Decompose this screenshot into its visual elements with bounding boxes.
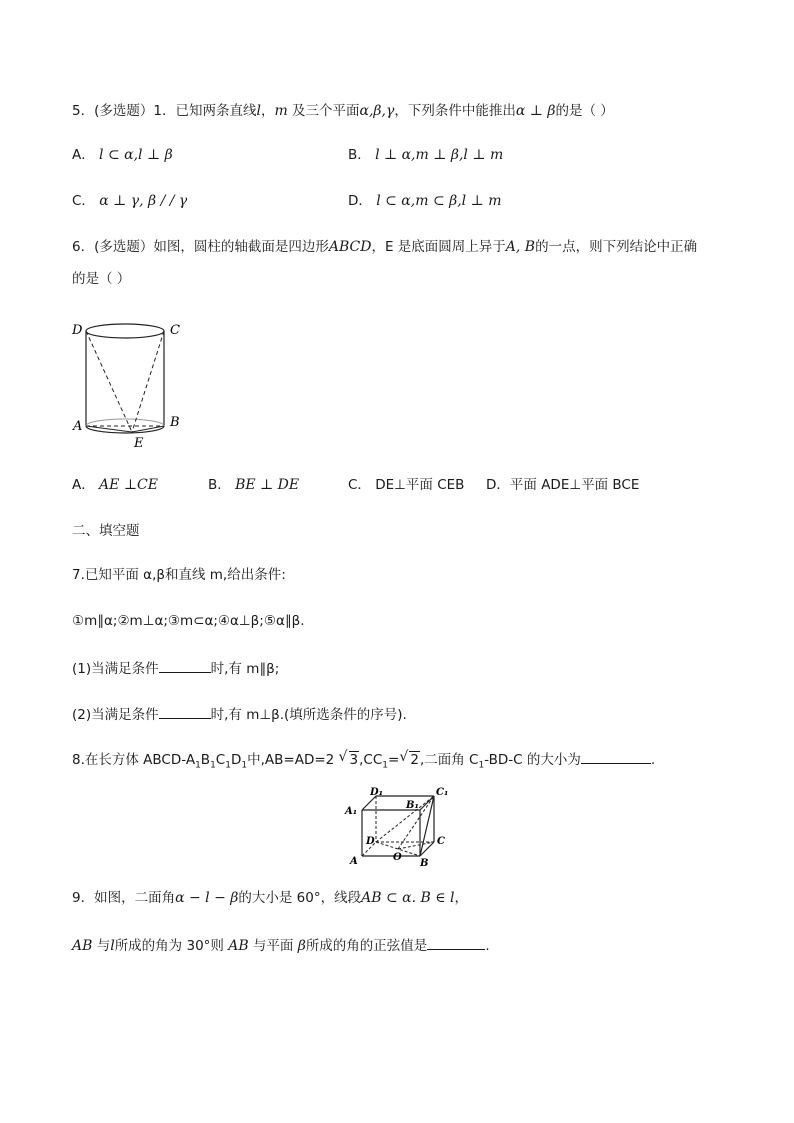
q8-f: ,CC: [359, 752, 383, 768]
segment-de: [86, 331, 132, 432]
q5-mid: 及三个平面: [287, 103, 360, 119]
q9-line1c: ，: [454, 890, 469, 906]
label-c1: C₁: [436, 787, 449, 798]
label-c: C: [170, 323, 180, 338]
q5-planes: α,β,γ: [359, 103, 395, 119]
q6-option-c-expr: DE⊥平面 CEB: [375, 477, 465, 493]
q9-line2d: 所成的角为 30°则: [114, 938, 224, 954]
label-cuboid-d: D: [366, 836, 375, 847]
q9-line2h: 所成的角的正弦值是: [305, 938, 428, 954]
q9-segment: AB ⊂ α. B ∈ l: [361, 890, 455, 906]
q5-option-a-label: A．: [72, 147, 95, 163]
q6-ab: A, B: [505, 239, 536, 255]
diagonal-bc1: [420, 796, 434, 856]
q6-stem-line2: 的是（ ）: [72, 271, 131, 287]
q7-line2: ①m∥α;②m⊥α;③m⊂α;④α⊥β;⑤α∥β.: [72, 613, 305, 629]
q7-line4b: 时,有 m⊥β.(填所选条件的序号).: [210, 707, 407, 723]
label-d1: D₁: [370, 787, 384, 798]
cylinder-figure: [70, 316, 200, 454]
q8-s5: 1: [382, 760, 389, 771]
q6-option-d-label: D．: [486, 477, 510, 493]
q5-mid2: ，下列条件中能推出: [394, 103, 516, 119]
answer-blank-1[interactable]: [159, 658, 211, 673]
q8-stem: [72, 749, 655, 775]
q5-option-c: [72, 192, 187, 210]
answer-blank-2[interactable]: [159, 704, 211, 719]
q6-stem-line1: [72, 238, 697, 256]
q5-l: l: [256, 103, 261, 119]
segment-ce: [132, 331, 164, 432]
q5-prefix: 5．(多选题）1．已知两条直线: [72, 103, 257, 119]
q5-option-c-expr: α ⊥ γ, β / / γ: [99, 193, 188, 209]
q7-line3: [72, 658, 279, 678]
q9-line2f: 与平面: [252, 938, 294, 954]
q8-s1: 1: [195, 760, 201, 771]
q6-option-b-label: B．: [208, 477, 231, 493]
q6-option-d: [486, 476, 639, 494]
q8-e: 中,AB=AD=2: [247, 752, 335, 768]
q9-line2: [72, 935, 490, 955]
q5-conclusion: α ⊥ β: [515, 103, 556, 119]
q9-line2b: 与: [96, 938, 111, 954]
q8-s2: 1: [210, 760, 216, 771]
q7-line3b: 时,有 m∥β;: [210, 661, 280, 677]
label-d: D: [72, 323, 83, 338]
cylinder-top-ellipse: [86, 324, 164, 338]
q6-option-c-label: C．: [348, 477, 371, 493]
q8-g: =: [388, 752, 400, 768]
q8-s3: 1: [225, 760, 231, 771]
q9-line2i: .: [485, 938, 490, 954]
label-cuboid-a: A: [350, 856, 358, 867]
q5-option-b-label: B．: [348, 147, 371, 163]
q9-ab-2: AB: [228, 938, 249, 954]
label-b1: B₁: [406, 800, 419, 811]
q8-j: .: [650, 752, 656, 768]
q8-r2: 2: [410, 752, 419, 768]
q5-option-d-label: D．: [348, 193, 372, 209]
q7-line1: 7.已知平面 α,β和直线 m,给出条件:: [72, 567, 286, 583]
q8-s4: 1: [241, 760, 248, 771]
q6-option-a: [72, 476, 158, 494]
q8-s6: 1: [478, 760, 485, 771]
label-a: A: [73, 419, 83, 434]
q6-option-d-expr: 平面 ADE⊥平面 BCE: [509, 477, 640, 493]
label-cuboid-c: C: [437, 836, 445, 847]
label-o: O: [393, 852, 402, 863]
q7-line4a: (2)当满足条件: [72, 707, 159, 723]
q8-a: 8.在长方体 ABCD-A: [72, 752, 196, 768]
q5-option-d-expr: l ⊂ α,m ⊂ β,l ⊥ m: [376, 193, 502, 209]
q5-suffix: 的是（ ）: [555, 103, 614, 119]
q8-d: D: [230, 752, 242, 768]
q6-option-b: [208, 476, 299, 494]
q9-l: l: [110, 938, 115, 954]
q9-line1a: 9．如图，二面角: [72, 890, 176, 906]
label-a1: A₁: [345, 806, 358, 817]
label-cuboid-b: B: [420, 858, 429, 868]
q8-b: B: [200, 752, 211, 768]
q9-angle: α − l − β: [175, 890, 239, 906]
section-heading: 二、填空题: [72, 523, 140, 539]
q7-line4: [72, 704, 407, 724]
q8-c: C: [215, 752, 226, 768]
q9-line1: [72, 889, 468, 907]
q5-option-d: [348, 192, 502, 210]
cuboid-figure: [342, 786, 458, 868]
segment-ae: [86, 426, 132, 432]
q5-option-c-label: C．: [72, 193, 95, 209]
q9-ab-1: AB: [72, 938, 93, 954]
q7-line3a: (1)当满足条件: [72, 661, 159, 677]
q6-option-a-label: A．: [72, 477, 95, 493]
q5-option-a: [72, 146, 173, 164]
label-b: B: [170, 415, 180, 430]
edge-a1d1: [362, 796, 376, 810]
answer-blank-4[interactable]: [427, 935, 485, 950]
q6-abcd: ABCD: [328, 239, 372, 255]
q5-option-b-expr: l ⊥ α,m ⊥ β,l ⊥ m: [375, 147, 504, 163]
q5-option-b: [348, 146, 503, 164]
q8-i: -BD-C 的大小为: [484, 752, 581, 768]
q6-line1b: ，E 是底面圆周上异于: [371, 239, 506, 255]
q9-line1b: 的大小是 60°，线段: [238, 890, 362, 906]
q6-line1c: 的一点，则下列结论中正确: [535, 239, 698, 255]
sqrt-2: [399, 751, 420, 769]
q5-stem: [72, 102, 614, 120]
cylinder-bottom-back: [86, 419, 164, 426]
q9-beta: β: [297, 938, 306, 954]
q8-r1: 3: [349, 752, 359, 768]
label-e: E: [134, 436, 144, 451]
q6-option-b-expr: BE ⊥ DE: [235, 477, 300, 493]
sqrt-3: [339, 751, 360, 769]
q6-line1a: 6．(多选题）如图，圆柱的轴截面是四边形: [72, 239, 329, 255]
q5-option-a-expr: l ⊂ α,l ⊥ β: [99, 147, 173, 163]
q5-m: m: [274, 103, 288, 119]
q6-option-a-expr: AE ⊥CE: [99, 477, 158, 493]
q8-h: ,二面角 C: [419, 752, 479, 768]
q6-option-c: [348, 476, 464, 494]
answer-blank-3[interactable]: [581, 749, 651, 764]
q5-sep: ，: [260, 103, 275, 119]
